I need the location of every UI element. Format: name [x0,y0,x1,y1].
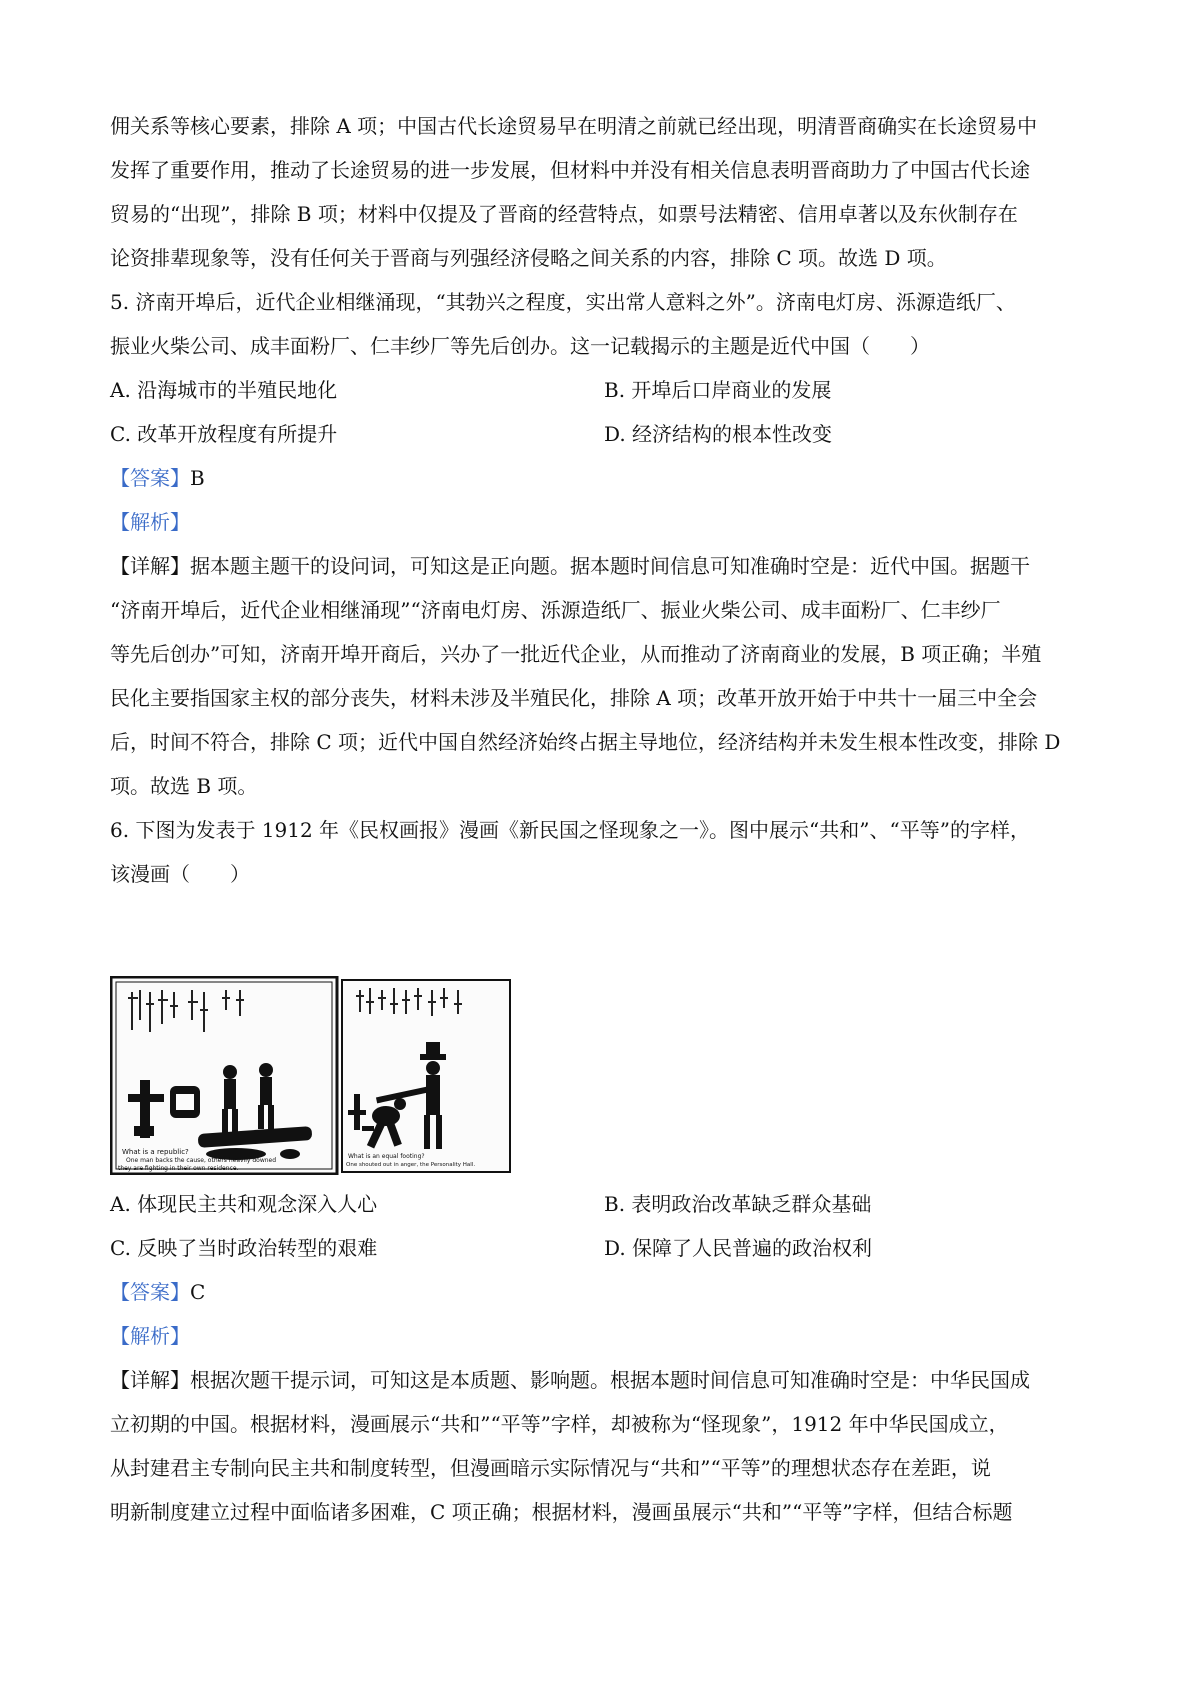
q5-detail-line: 后，时间不符合，排除 C 项；近代中国自然经济始终占据主导地位，经济结构并未发生根本性改变，排除 D [110,730,1061,754]
answer-label: 【答案】 [110,466,190,490]
q5-option-d: D. 经济结构的根本性改变 [604,422,833,446]
q5-option-b: B. 开埠后口岸商业的发展 [604,378,832,402]
answer-label: 【答案】 [110,1280,190,1304]
answer-value: B [190,466,205,490]
cartoon-left-caption: One man backs the cause, others heavily downed [126,1157,277,1164]
q6-answer [110,1278,1100,1306]
q6-detail-line: 【详解】根据次题干提示词，可知这是本质题、影响题。根据本题时间信息可知准确时空是：中华民国成 [110,1368,1030,1392]
cartoon-right-caption: One shouted out in anger, the Personality Hall. [346,1162,476,1168]
q6-option-c: C. 反映了当时政治转型的艰难 [110,1236,378,1260]
q5-detail-line: 民化主要指国家主权的部分丧失，材料未涉及半殖民化，排除 A 项；改革开放开始于中共十一届三中全会 [110,686,1038,710]
cartoon-right-caption: What is an equal footing? [348,1153,425,1160]
q5-detail-line: 【详解】据本题主题干的设问词，可知这是正向题。据本题时间信息可知准确时空是：近代中国。据题干 [110,554,1030,578]
q5-analysis-label: 【解析】 [110,510,190,534]
q5-option-c: C. 改革开放程度有所提升 [110,422,338,446]
cartoon-right-panel [342,980,510,1172]
q5-detail-line: “济南开埠后，近代企业相继涌现”“济南电灯房、泺源造纸厂、振业火柴公司、成丰面粉厂、仁丰纱厂 [110,598,1001,622]
q5-stem-line: 5. 济南开埠后，近代企业相继涌现，“其勃兴之程度，实出常人意料之外”。济南电灯房、泺源造纸厂、 [110,290,1016,314]
q5-answer [110,464,1100,492]
q6-detail-line: 明新制度建立过程中面临诸多困难，C 项正确；根据材料，漫画虽展示“共和”“平等”字样，但结合标题 [110,1500,1013,1524]
q5-option-a: A. 沿海城市的半殖民地化 [110,378,338,402]
paragraph-line: 发挥了重要作用，推动了长途贸易的进一步发展，但材料中并没有相关信息表明晋商助力了中国古代长途 [110,158,1030,182]
q5-detail-line: 等先后创办”可知，济南开埠开商后，兴办了一批近代企业，从而推动了济南商业的发展，B 项正确；半殖 [110,642,1042,666]
paragraph-line: 佣关系等核心要素，排除 A 项；中国古代长途贸易早在明清之前就已经出现，明清晋商确实在长途贸易中 [110,114,1038,138]
q6-option-b: B. 表明政治改革缺乏群众基础 [604,1192,872,1216]
q6-stem-line: 6. 下图为发表于 1912 年《民权画报》漫画《新民国之怪现象之一》。图中展示“共和”、“平等”的字样， [110,818,1030,842]
q6-option-d: D. 保障了人民普遍的政治权利 [604,1236,873,1260]
q5-stem-line: 振业火柴公司、成丰面粉厂、仁丰纱厂等先后创办。这一记载揭示的主题是近代中国（ ） [110,334,930,358]
q6-stem-line: 该漫画（ ） [110,862,250,886]
q6-detail-line: 立初期的中国。根据材料，漫画展示“共和”“平等”字样，却被称为“怪现象”，1912 年中华民国成立， [110,1412,1009,1436]
q5-detail-line: 项。故选 B 项。 [110,774,258,798]
cartoon-image [110,976,512,1175]
q6-detail-line: 从封建君主专制向民主共和制度转型，但漫画暗示实际情况与“共和”“平等”的理想状态存在差距，说 [110,1456,991,1480]
q6-option-a: A. 体现民主共和观念深入人心 [110,1192,378,1216]
answer-value: C [190,1280,206,1304]
cartoon-left-panel [111,977,337,1174]
cartoon-left-caption: they are fighting in their own residence. [118,1165,239,1172]
paragraph-line: 论资排辈现象等，没有任何关于晋商与列强经济侵略之间关系的内容，排除 C 项。故选 D 项。 [110,246,947,270]
paragraph-line: 贸易的“出现”，排除 B 项；材料中仅提及了晋商的经营特点，如票号法精密、信用卓著以及东伙制存在 [110,202,1018,226]
cartoon-left-caption: What is a republic? [122,1148,189,1156]
q6-analysis-label: 【解析】 [110,1324,190,1348]
